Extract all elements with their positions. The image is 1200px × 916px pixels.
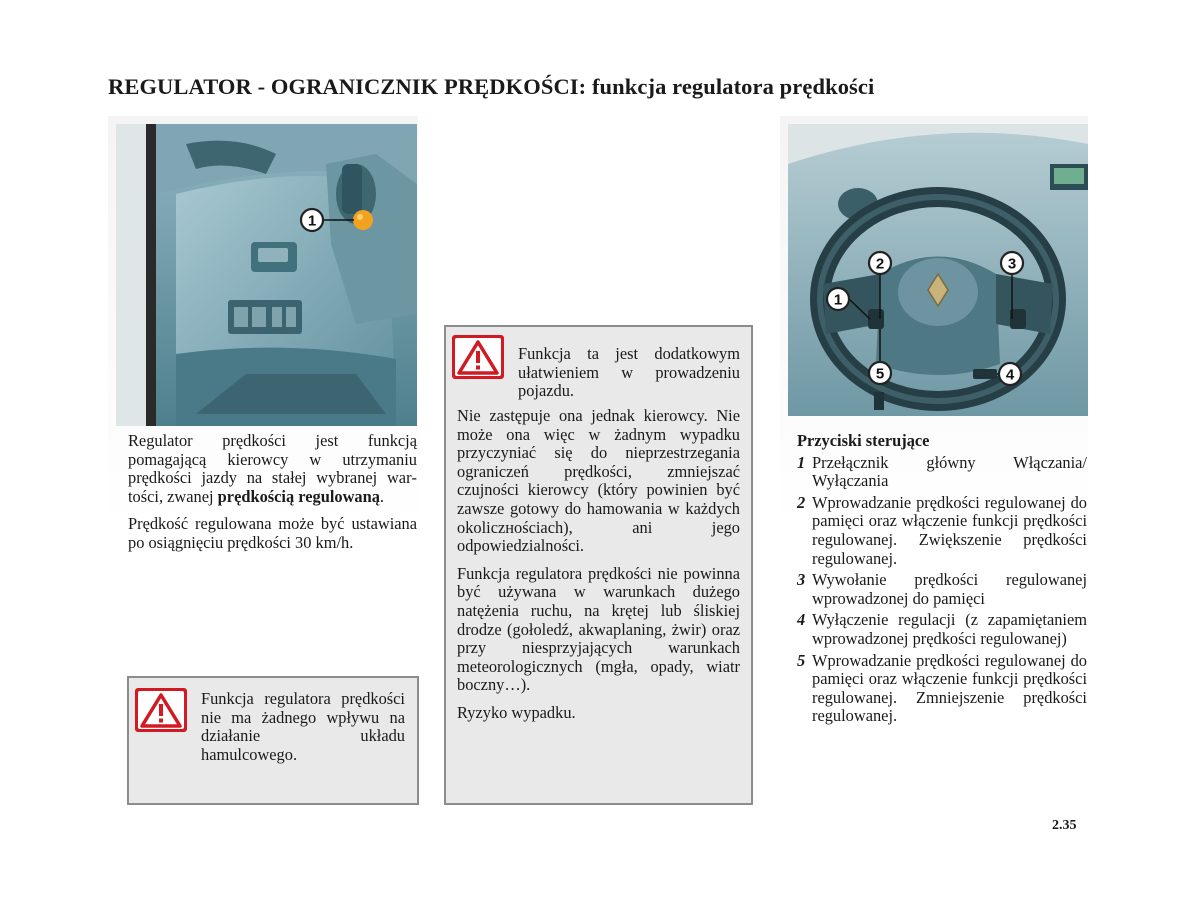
warning-triangle-icon: [135, 688, 187, 732]
regulated-speed-term: prędkością regulowaną: [217, 486, 380, 506]
controls-section: [797, 432, 1087, 729]
accident-risk-paragraph: Ryzyko wypadku.: [457, 702, 576, 722]
callout-4-label: 4: [1005, 366, 1015, 384]
callout-2-label: 2: [875, 255, 885, 273]
min-speed-paragraph: Prędkość regulowana może być ustawiana po osiągnięciu prędkości 30 km/h.: [128, 514, 417, 552]
control-item: 5 Wprowadzanie prędkości regulowanej do pamięci oraz włączenie funkcji prędkości regulowanej. Zmniejszenie prędkości regulowanej.: [797, 650, 1087, 726]
left-body-text: [128, 432, 417, 562]
page-title: REGULATOR - OGRANICZNIK PRĘDKOŚCI: funkcja regulatora prędkości: [108, 74, 875, 99]
not-replace-driver-paragraph: Nie zastępuje ona jednak kierowcy. Nie może ona więc w żadnym wypadku przyczyniać się do nieprzestrzegania ograniczeń prędkości, zmniejszać czujności kierowcy (który powinien być zawsze gotowy do hamowania w każdych okoliczноściach), ani jego odpowiedzialności.: [457, 406, 740, 556]
callout-5-label: 5: [875, 365, 885, 383]
warning-triangle-icon: [452, 335, 504, 379]
aid-intro-text: Funkcja ta jest dodatkowym ułatwieniem w prowadzeniu pojazdu.: [518, 344, 740, 401]
control-item: 4 Wyłączenie regulacji (z zapamiętaniem wprowadzonej prędkości regulowanej): [797, 610, 1087, 648]
controls-title: Przyciski sterujące: [797, 431, 930, 450]
callout-3-label: 3: [1007, 255, 1017, 273]
page-number: 2.35: [1052, 818, 1077, 833]
control-item: 2 Wprowadzanie prędkości regulowanej do pamięci oraz włączenie funkcji prędkości regulowanej. Zwiększenie prędkości regulowanej.: [797, 492, 1087, 568]
driver-warning-body: [457, 407, 740, 732]
usage-conditions-paragraph: Funkcja regulatora prędkości nie powinna być używana w warunkach dużego natężenia ruchu, na krętej lub śliskiej drodze (gołoledź, akwaplaning, żwir) oraz przy niesprzyjających warunkach meteorologicznych (mgła, opady, wiatr boczny…).: [457, 563, 740, 695]
callout-1-label: 1: [307, 212, 317, 230]
control-item: 3 Wywołanie prędkości regulowanej wprowadzonej do pamięci: [797, 570, 1087, 608]
driver-warning-box: [444, 325, 753, 805]
brake-warning-text: Funkcja regulatora prędkości nie ma żadnego wpływu na działanie układu hamulcowego.: [201, 689, 405, 764]
steering-wheel-photo: [788, 124, 1088, 416]
control-item: 1 Przełącznik główny Włączania/ Wyłączania: [797, 452, 1087, 491]
callout-1-label: 1: [833, 291, 843, 309]
dashboard-photo: [116, 124, 417, 426]
brake-warning-box: [127, 676, 419, 805]
intro-paragraph: Regulator prędkości jest funkcją pomagającą kierowcy w utrzymaniu prędkości jazdy na stałej wybranej wartości, zwanej prędkością regulowaną.: [128, 431, 417, 506]
